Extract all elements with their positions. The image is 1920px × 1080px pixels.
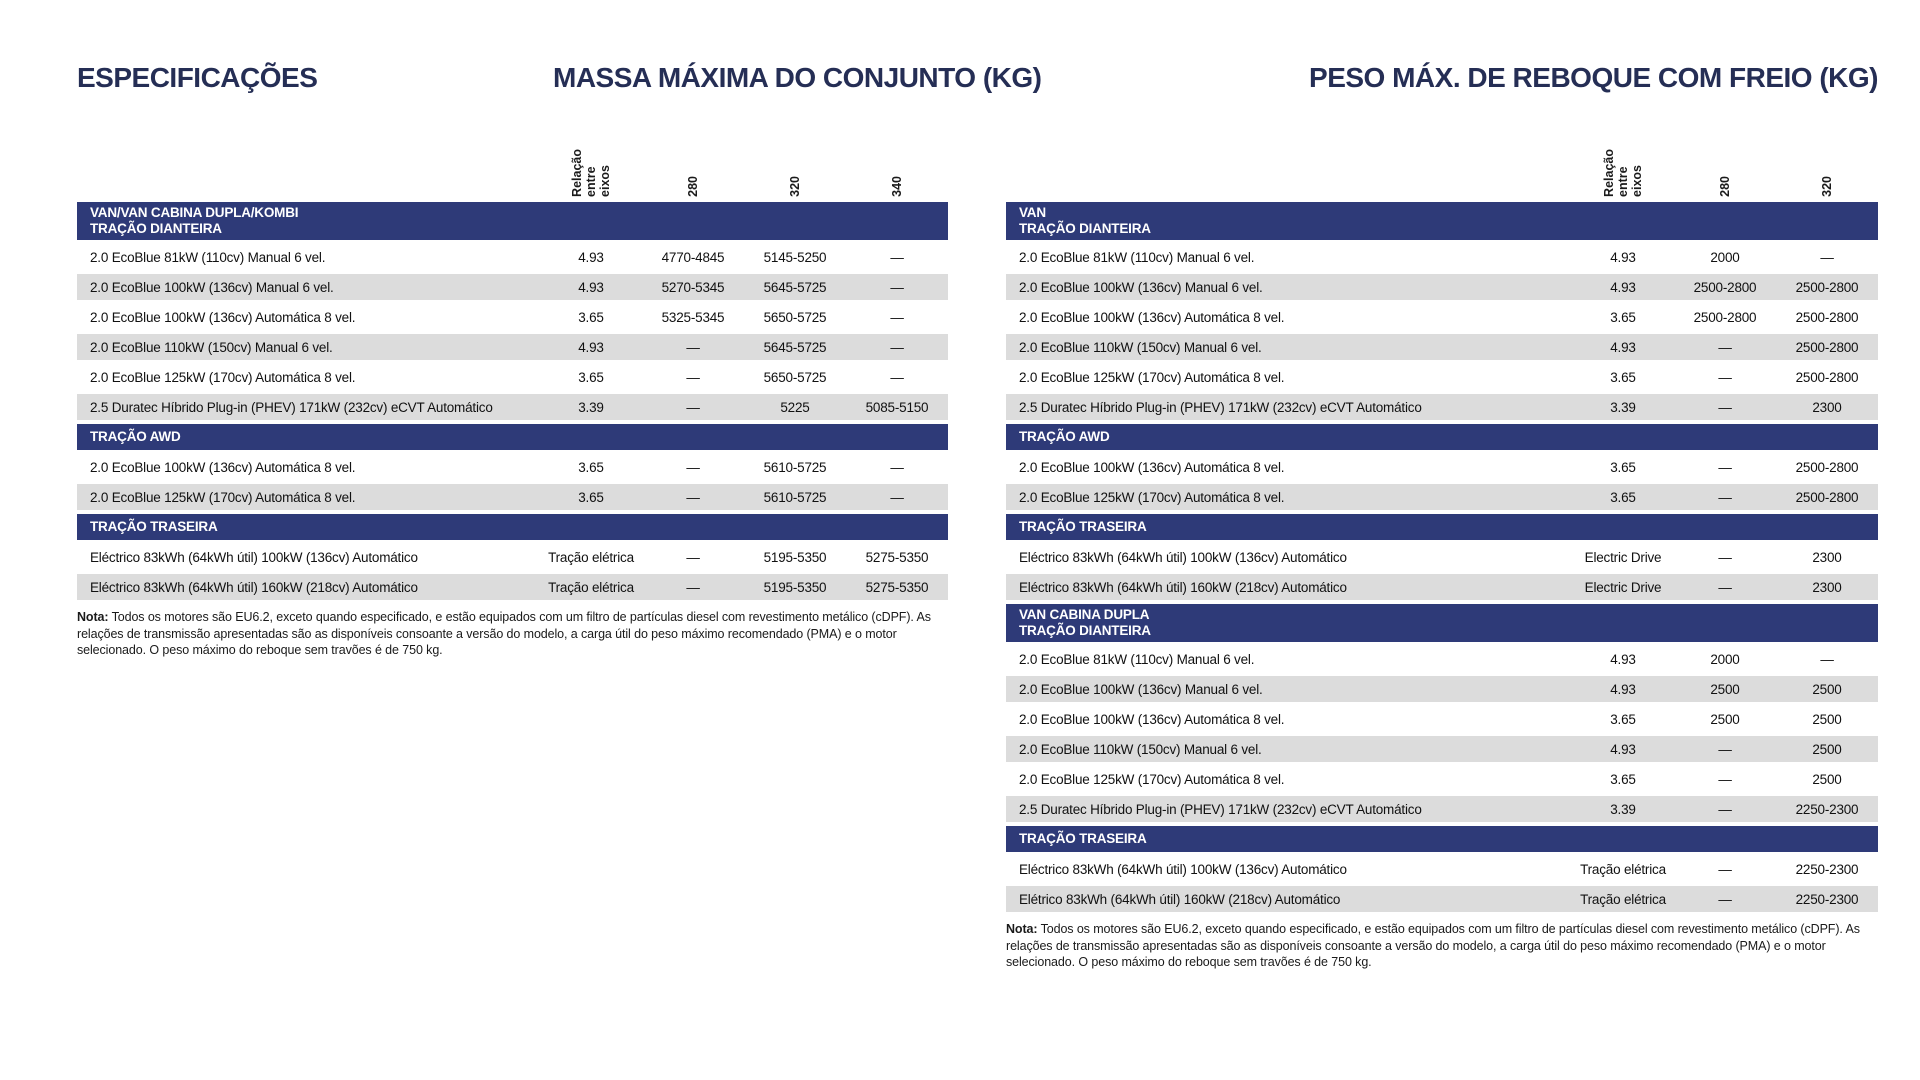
cell-value: 2500-2800	[1795, 309, 1859, 325]
cell-value: —	[1718, 579, 1732, 595]
row-label: 2.0 EcoBlue 81kW (110cv) Manual 6 vel.	[1019, 249, 1255, 265]
section-header-line: TRAÇÃO AWD	[90, 429, 181, 444]
section-header-line: TRAÇÃO DIANTEIRA	[90, 221, 222, 236]
cell-value: 5195-5350	[763, 579, 827, 595]
section-header	[1006, 514, 1878, 540]
cell-value: 3.65	[1610, 309, 1636, 325]
spec-row	[1006, 706, 1878, 732]
section-header-line: TRAÇÃO TRASEIRA	[1019, 831, 1147, 846]
row-label: Eléctrico 83kWh (64kWh útil) 160kW (218cv) Automático	[90, 579, 418, 595]
table-title-massa-maxima: MASSA MÁXIMA DO CONJUNTO (KG)	[553, 62, 1042, 93]
row-label: Eléctrico 83kWh (64kWh útil) 160kW (218cv) Automático	[1019, 579, 1347, 595]
cell-value: —	[890, 279, 904, 295]
row-label: 2.0 EcoBlue 100kW (136cv) Automática 8 vel.	[90, 309, 356, 325]
cell-value: 3.39	[1610, 801, 1636, 817]
cell-value: Tração elétrica	[548, 579, 634, 595]
row-label: Eléctrico 83kWh (64kWh útil) 100kW (136cv) Automático	[90, 549, 418, 565]
row-label: 2.0 EcoBlue 110kW (150cv) Manual 6 vel.	[1019, 339, 1262, 355]
row-label: Eléctrico 83kWh (64kWh útil) 100kW (136cv) Automático	[1019, 549, 1347, 565]
column-header-label: Relação entre eixos	[1602, 149, 1644, 197]
section-header-line: VAN CABINA DUPLA	[1019, 607, 1150, 622]
spec-row	[77, 454, 948, 480]
cell-value: 5275-5350	[865, 549, 929, 565]
cell-value: —	[686, 399, 700, 415]
row-label: 2.0 EcoBlue 125kW (170cv) Automática 8 vel.	[1019, 369, 1285, 385]
cell-value: —	[1718, 741, 1732, 757]
spec-row	[77, 274, 948, 300]
massa-maxima-table	[77, 124, 948, 659]
cell-value: 2000	[1710, 249, 1740, 265]
spec-row	[1006, 646, 1878, 672]
cell-value: 2250-2300	[1795, 861, 1859, 877]
row-label: 2.0 EcoBlue 125kW (170cv) Automática 8 vel.	[90, 369, 356, 385]
cell-value: —	[1718, 489, 1732, 505]
row-label: 2.5 Duratec Híbrido Plug-in (PHEV) 171kW (232cv) eCVT Automático	[90, 399, 493, 415]
cell-value: Tração elétrica	[1580, 861, 1666, 877]
cell-value: —	[1718, 459, 1732, 475]
cell-value: 5145-5250	[763, 249, 827, 265]
section-header-line: TRAÇÃO TRASEIRA	[90, 519, 218, 534]
cell-value: 4770-4845	[661, 249, 725, 265]
cell-value: Tração elétrica	[1580, 891, 1666, 907]
cell-value: 2500	[1812, 681, 1842, 697]
footnote-label: Nota:	[1006, 922, 1038, 936]
cell-value: 2300	[1812, 399, 1842, 415]
cell-value: 3.65	[578, 369, 604, 385]
cell-value: 2500	[1812, 771, 1842, 787]
spec-row	[1006, 766, 1878, 792]
row-label: 2.0 EcoBlue 100kW (136cv) Automática 8 vel.	[1019, 309, 1285, 325]
column-header-label: 280	[686, 176, 700, 197]
spec-row	[1006, 886, 1878, 912]
section-header-line: TRAÇÃO AWD	[1019, 429, 1110, 444]
cell-value: 2500-2800	[1795, 459, 1859, 475]
row-label: Elétrico 83kWh (64kWh útil) 160kW (218cv) Automático	[1019, 891, 1341, 907]
cell-value: 3.65	[1610, 459, 1636, 475]
cell-value: 2300	[1812, 549, 1842, 565]
cell-value: —	[686, 549, 700, 565]
column-header-label: 320	[788, 176, 802, 197]
cell-value: 2250-2300	[1795, 801, 1859, 817]
row-label: 2.0 EcoBlue 100kW (136cv) Automática 8 vel.	[1019, 459, 1285, 475]
cell-value: 5645-5725	[763, 339, 827, 355]
cell-value: 2500-2800	[1795, 279, 1859, 295]
cell-value: 2500-2800	[1693, 279, 1757, 295]
spec-row	[1006, 454, 1878, 480]
column-headers	[1006, 124, 1878, 202]
cell-value: —	[1718, 399, 1732, 415]
row-label: 2.0 EcoBlue 100kW (136cv) Manual 6 vel.	[90, 279, 334, 295]
cell-value: 3.65	[578, 489, 604, 505]
cell-value: 2500-2800	[1795, 369, 1859, 385]
column-header	[744, 176, 846, 197]
row-label: 2.0 EcoBlue 125kW (170cv) Automática 8 vel.	[1019, 771, 1285, 787]
section-header	[1006, 826, 1878, 852]
page-title-especificacoes: ESPECIFICAÇÕES	[77, 62, 318, 93]
peso-reboque-table	[1006, 124, 1878, 971]
spec-row	[77, 394, 948, 420]
spec-row	[1006, 796, 1878, 822]
cell-value: —	[890, 339, 904, 355]
row-label: 2.0 EcoBlue 81kW (110cv) Manual 6 vel.	[1019, 651, 1255, 667]
cell-value: 5225	[780, 399, 810, 415]
row-label: 2.0 EcoBlue 100kW (136cv) Automática 8 vel.	[90, 459, 356, 475]
cell-value: 5650-5725	[763, 309, 827, 325]
spec-row	[1006, 364, 1878, 390]
cell-value: 5610-5725	[763, 459, 827, 475]
column-header	[540, 149, 642, 197]
footnote: Nota: Todos os motores são EU6.2, exceto quando especificado, e estão equipados com um filtro de partículas diesel com revestimento metálico (cDPF). As relações de transmissão apresentadas são as disponíveis consoante a versão do modelo, a carga útil do peso máximo recomendado (PMA) e o motor selecionado. O peso máximo do reboque sem travões é de 750 kg.	[77, 610, 931, 657]
cell-value: —	[1718, 549, 1732, 565]
cell-value: 4.93	[578, 339, 604, 355]
cell-value: Tração elétrica	[548, 549, 634, 565]
cell-value: —	[686, 579, 700, 595]
section-header	[77, 202, 948, 240]
spec-row	[1006, 304, 1878, 330]
column-header-label: 340	[890, 176, 904, 197]
section-header-line: TRAÇÃO DIANTEIRA	[1019, 221, 1151, 236]
cell-value: —	[1718, 339, 1732, 355]
row-label: 2.0 EcoBlue 100kW (136cv) Automática 8 vel.	[1019, 711, 1285, 727]
row-label: 2.0 EcoBlue 100kW (136cv) Manual 6 vel.	[1019, 681, 1263, 697]
cell-value: 2500	[1812, 711, 1842, 727]
row-label: 2.0 EcoBlue 125kW (170cv) Automática 8 vel.	[1019, 489, 1285, 505]
spec-row	[1006, 574, 1878, 600]
cell-value: 2500-2800	[1795, 339, 1859, 355]
section-header	[77, 424, 948, 450]
column-header-label: Relação entre eixos	[570, 149, 612, 197]
section-header-line: VAN	[1019, 205, 1046, 220]
spec-row	[1006, 334, 1878, 360]
cell-value: —	[686, 369, 700, 385]
row-label: 2.0 EcoBlue 100kW (136cv) Manual 6 vel.	[1019, 279, 1263, 295]
cell-value: —	[1718, 801, 1732, 817]
cell-value: Electric Drive	[1584, 579, 1662, 595]
cell-value: —	[1820, 249, 1834, 265]
cell-value: —	[890, 369, 904, 385]
cell-value: 4.93	[578, 249, 604, 265]
spec-row	[77, 484, 948, 510]
column-header	[846, 176, 948, 197]
cell-value: —	[1718, 861, 1732, 877]
row-label: 2.0 EcoBlue 110kW (150cv) Manual 6 vel.	[1019, 741, 1262, 757]
cell-value: —	[686, 489, 700, 505]
cell-value: 2250-2300	[1795, 891, 1859, 907]
cell-value: —	[1718, 891, 1732, 907]
spec-row	[1006, 484, 1878, 510]
cell-value: 2500	[1710, 711, 1740, 727]
cell-value: 2500-2800	[1693, 309, 1757, 325]
cell-value: 3.65	[1610, 711, 1636, 727]
row-label: Eléctrico 83kWh (64kWh útil) 100kW (136cv) Automático	[1019, 861, 1347, 877]
cell-value: —	[890, 489, 904, 505]
column-header	[1776, 176, 1878, 197]
cell-value: 5085-5150	[865, 399, 929, 415]
cell-value: —	[686, 339, 700, 355]
cell-value: 5275-5350	[865, 579, 929, 595]
table-title-peso-max-reboque: PESO MÁX. DE REBOQUE COM FREIO (KG)	[1309, 62, 1878, 93]
spec-row	[1006, 856, 1878, 882]
cell-value: 4.93	[1610, 279, 1636, 295]
section-header	[77, 514, 948, 540]
spec-row	[77, 544, 948, 570]
row-label: 2.5 Duratec Híbrido Plug-in (PHEV) 171kW (232cv) eCVT Automático	[1019, 399, 1422, 415]
cell-value: —	[1718, 771, 1732, 787]
footnote: Nota: Todos os motores são EU6.2, exceto quando especificado, e estão equipados com um filtro de partículas diesel com revestimento metálico (cDPF). As relações de transmissão apresentadas são as disponíveis consoante a versão do modelo, a carga útil do peso máximo recomendado (PMA) e o motor selecionado. O peso máximo do reboque sem travões é de 750 kg.	[1006, 922, 1860, 969]
cell-value: 2500-2800	[1795, 489, 1859, 505]
spec-row	[1006, 244, 1878, 270]
spec-row	[77, 304, 948, 330]
row-label: 2.0 EcoBlue 125kW (170cv) Automática 8 vel.	[90, 489, 356, 505]
row-label: 2.5 Duratec Híbrido Plug-in (PHEV) 171kW (232cv) eCVT Automático	[1019, 801, 1422, 817]
cell-value: 3.65	[578, 309, 604, 325]
column-header	[1572, 149, 1674, 197]
section-header-line: VAN/VAN CABINA DUPLA/KOMBI	[90, 205, 299, 220]
spec-row	[77, 364, 948, 390]
column-headers	[77, 124, 948, 202]
section-header-line: TRAÇÃO DIANTEIRA	[1019, 623, 1151, 638]
cell-value: 2300	[1812, 579, 1842, 595]
cell-value: Electric Drive	[1584, 549, 1662, 565]
cell-value: —	[1820, 651, 1834, 667]
section-header	[1006, 424, 1878, 450]
spec-row	[1006, 274, 1878, 300]
column-header-label: 280	[1718, 176, 1732, 197]
footnote-label: Nota:	[77, 610, 109, 624]
spec-row	[1006, 394, 1878, 420]
cell-value: 3.39	[1610, 399, 1636, 415]
cell-value: 4.93	[1610, 651, 1636, 667]
cell-value: —	[890, 459, 904, 475]
cell-value: 3.65	[578, 459, 604, 475]
column-header-label: 320	[1820, 176, 1834, 197]
cell-value: 4.93	[578, 279, 604, 295]
cell-value: —	[890, 249, 904, 265]
spec-row	[77, 244, 948, 270]
cell-value: 3.65	[1610, 369, 1636, 385]
row-label: 2.0 EcoBlue 110kW (150cv) Manual 6 vel.	[90, 339, 333, 355]
cell-value: 3.65	[1610, 489, 1636, 505]
cell-value: —	[1718, 369, 1732, 385]
cell-value: 5195-5350	[763, 549, 827, 565]
cell-value: 5645-5725	[763, 279, 827, 295]
section-header-line: TRAÇÃO TRASEIRA	[1019, 519, 1147, 534]
spec-row	[77, 574, 948, 600]
cell-value: 5650-5725	[763, 369, 827, 385]
cell-value: 4.93	[1610, 249, 1636, 265]
cell-value: 4.93	[1610, 741, 1636, 757]
cell-value: 2000	[1710, 651, 1740, 667]
cell-value: —	[686, 459, 700, 475]
cell-value: 5610-5725	[763, 489, 827, 505]
spec-row	[1006, 676, 1878, 702]
column-header	[642, 176, 744, 197]
cell-value: 4.93	[1610, 339, 1636, 355]
section-header	[1006, 202, 1878, 240]
spec-row	[1006, 544, 1878, 570]
cell-value: 5325-5345	[661, 309, 725, 325]
row-label: 2.0 EcoBlue 81kW (110cv) Manual 6 vel.	[90, 249, 326, 265]
cell-value: 2500	[1710, 681, 1740, 697]
cell-value: 3.65	[1610, 771, 1636, 787]
cell-value: 2500	[1812, 741, 1842, 757]
column-header	[1674, 176, 1776, 197]
spec-row	[1006, 736, 1878, 762]
cell-value: 5270-5345	[661, 279, 725, 295]
cell-value: 3.39	[578, 399, 604, 415]
cell-value: —	[890, 309, 904, 325]
spec-row	[77, 334, 948, 360]
cell-value: 4.93	[1610, 681, 1636, 697]
section-header	[1006, 604, 1878, 642]
